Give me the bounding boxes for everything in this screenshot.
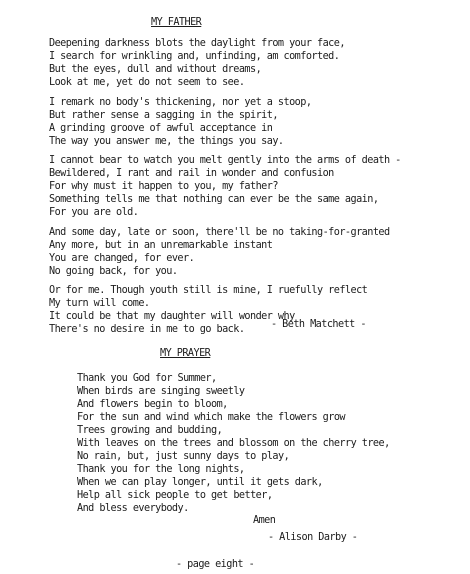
poem-line: When birds are singing sweetly: [77, 386, 245, 397]
poem-line: But the eyes, dull and without dreams,: [49, 64, 262, 75]
poem-line: For you are old.: [49, 207, 139, 218]
poem-line: You are changed, for ever.: [49, 253, 195, 264]
page-number: - page eight -: [176, 559, 255, 570]
poem-line: Trees growing and budding,: [77, 425, 223, 436]
poem-line: I cannot bear to watch you melt gently into the arms of death -: [49, 155, 401, 166]
poem-line: But rather sense a sagging in the spirit,: [49, 110, 278, 121]
poem-line: And bless everybody.: [77, 503, 189, 514]
poem-line: Deepening darkness blots the daylight from your face,: [49, 38, 345, 49]
poem-line: For the sun and wind which make the flowers grow: [77, 412, 346, 423]
poem-line: There's no desire in me to go back.: [49, 324, 245, 335]
poem-title-my-prayer: MY PRAYER: [160, 348, 211, 359]
poem-line: Bewildered, I rant and rail in wonder and confusion: [49, 168, 334, 179]
poem-line: The way you answer me, the things you say.: [49, 136, 284, 147]
poem-line: It could be that my daughter will wonder why: [49, 311, 295, 322]
poem-author: - Alison Darby -: [268, 532, 358, 543]
poem-line: Something tells me that nothing can ever be the same again,: [49, 194, 379, 205]
poem-line: I search for wrinkling and, unfinding, am comforted.: [49, 51, 340, 62]
poem-author: - Beth Matchett -: [271, 319, 366, 330]
poem-line: For why must it happen to you, my father?: [49, 181, 278, 192]
poem-line: No rain, but, just sunny days to play,: [77, 451, 290, 462]
poem-line: And flowers begin to bloom,: [77, 399, 228, 410]
poem-line: A grinding groove of awful acceptance in: [49, 123, 273, 134]
poem-line: Thank you for the long nights,: [77, 464, 245, 475]
poem-title-my-father: MY FATHER: [151, 17, 202, 28]
poem-line: And some day, late or soon, there'll be no taking-for-granted: [49, 227, 390, 238]
poem-line: No going back, for you.: [49, 266, 178, 277]
poem-line: Or for me. Though youth still is mine, I ruefully reflect: [49, 285, 368, 296]
poem-line: Any more, but in an unremarkable instant: [49, 240, 273, 251]
poem-amen: Amen: [253, 515, 276, 526]
poem-line: I remark no body's thickening, nor yet a stoop,: [49, 97, 312, 108]
poem-line: When we can play longer, until it gets dark,: [77, 477, 323, 488]
poem-line: With leaves on the trees and blossom on the cherry tree,: [77, 438, 390, 449]
poem-line: Look at me, yet do not seem to see.: [49, 77, 245, 88]
poem-line: Help all sick people to get better,: [77, 490, 273, 501]
poem-line: Thank you God for Summer,: [77, 373, 217, 384]
poem-line: My turn will come.: [49, 298, 150, 309]
